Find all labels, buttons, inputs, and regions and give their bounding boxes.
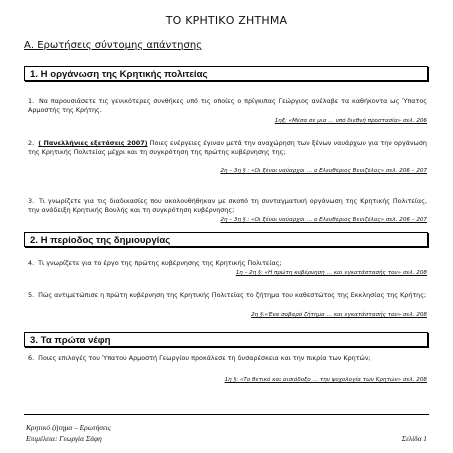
question-6 bbox=[28, 354, 427, 363]
question-1 bbox=[28, 97, 427, 115]
question-2-reference: 2η – 3η § : «Οι ξένοι ναύαρχοι … ο Ελευθέριος Βενιζέλος» σελ. 206 – 207 bbox=[220, 168, 427, 174]
document-subtitle: Α. Ερωτήσεις σύντομης απάντησης bbox=[24, 40, 203, 51]
exam-label: ( Πανελλήνιες εξετάσεις 2007) bbox=[38, 139, 148, 147]
question-number: 4. bbox=[28, 259, 35, 267]
document-title: ΤΟ ΚΡΗΤΙΚΟ ΖΗΤΗΜΑ bbox=[165, 14, 288, 27]
question-6-reference: 1η §: «Το θετικό και αισιόδοξο … την ψυχολογία των Κρητών» σελ. 208 bbox=[224, 377, 427, 383]
footer-editor: Επιμέλεια: Γεωργία Σάφη bbox=[26, 434, 102, 443]
question-number: 1. bbox=[28, 97, 35, 105]
question-4-reference: 1η – 2η §: «Η πρώτη κυβέρνηση … και εγκατάστασής του» σελ. 208 bbox=[235, 270, 427, 276]
question-5-reference: 2η §:«Ένα σοβαρό ζήτημα … και εγκατάστασής του» σελ. 208 bbox=[251, 312, 427, 318]
question-text: Να παρουσιάσετε τις γενικότερες συνθήκες υπό τις οποίες ο πρίγκιπας Γεώργιος ανέλαβε τα καθήκοντα ως Ύπατος Αρμοστής της Κρήτης. bbox=[28, 97, 427, 114]
page-number: Σελίδα 1 bbox=[401, 434, 427, 443]
question-2 bbox=[28, 139, 427, 157]
question-number: 6. bbox=[28, 354, 35, 362]
question-text: Τι γνωρίζετε για το έργο της πρώτης κυβέρνησης της Κρητικής Πολιτείας; bbox=[38, 259, 282, 267]
question-number: 5. bbox=[28, 291, 35, 299]
question-number: 3. bbox=[28, 197, 35, 205]
question-3 bbox=[28, 197, 427, 215]
question-text: Πώς αντιμετώπισε η πρώτη κυβέρνηση της Κρητικής Πολιτείας το ζήτημα του καθεστώτος της Εκκλησίας της Κρήτης; bbox=[38, 291, 427, 299]
footer-title: Κρητικό ζήτημα – Ερωτήσεις bbox=[26, 423, 111, 432]
section-heading-1: 1. Η οργάνωση της Κρητικής πολιτείας bbox=[24, 66, 428, 81]
question-text: Ποιες επιλογές του Ύπατου Αρμοστή Γεωργίου προκάλεσε τη δυσαρέσκεια και την πικρία των Κρητών; bbox=[38, 354, 371, 362]
question-text: Ποιες ενέργειες έγιναν μετά την αναχώρηση των ξένων ναυάρχων για την οργάνωση της Κρητικής Πολιτείας μέχρι και τη συγκρότηση της πρώτης κυβέρνησης της; bbox=[28, 139, 427, 156]
question-3-reference: 2η – 3η § : «Οι ξένοι ναύαρχοι … ο Ελευθέριος Βενιζέλος» σελ. 206 – 207 bbox=[220, 217, 427, 223]
footer-divider bbox=[24, 414, 429, 415]
question-number: 2. bbox=[28, 139, 35, 147]
section-heading-2: 2. Η περίοδος της δημιουργίας bbox=[24, 232, 428, 247]
question-1-reference: 1ηξ: «Μέσα σε μια … υπό διεθνή προστασία» σελ. 206 bbox=[274, 118, 427, 124]
question-text: Τι γνωρίζετε για τις διαδικασίες που ακολουθήθηκαν με σκοπό τη συνταγματική οργάνωση της Κρητικής Πολιτείας, την ανάδειξη Κρητικής Βουλής και τη συγκρότηση κυβέρνησης; bbox=[28, 197, 427, 214]
question-5 bbox=[28, 291, 427, 300]
question-4 bbox=[28, 259, 427, 268]
section-heading-3: 3. Τα πρώτα νέφη bbox=[24, 332, 428, 347]
